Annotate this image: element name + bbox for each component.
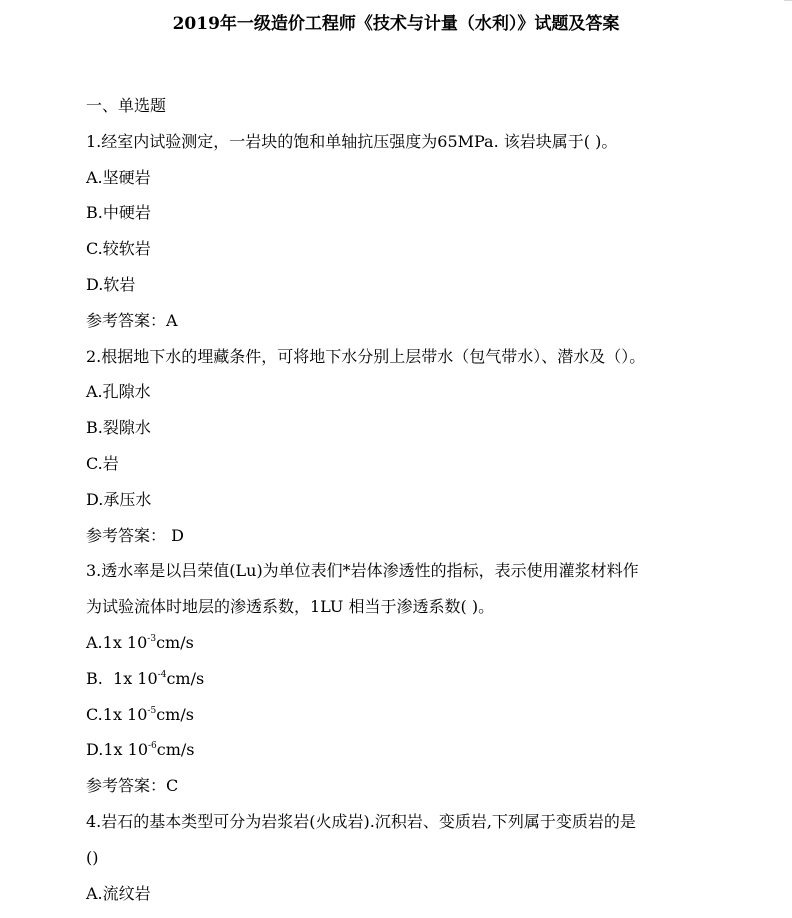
question-3-option-d [86, 732, 726, 768]
page-edge-mark [784, 0, 792, 1]
document-body [86, 88, 726, 911]
option-d-exponent: -6 [148, 741, 157, 752]
question-4-option-a: A.流纹岩 [86, 883, 151, 903]
question-3-stem-line-1: 3.透水率是以吕荣值(Lu)为单位表们*岩体渗透性的指标，表示使用灌浆材料作 [86, 561, 639, 581]
question-1-option-d: D.软岩 [86, 274, 136, 294]
option-b-unit: cm/s [166, 668, 205, 688]
question-1-answer: 参考答案：A [86, 310, 178, 330]
question-2-option-d: D.承压水 [86, 489, 152, 509]
option-c-unit: cm/s [156, 704, 194, 724]
section-heading: 一、单选题 [86, 96, 167, 115]
question-4-stem-line-1: 4.岩石的基本类型可分为岩浆岩(火成岩).沉积岩、变质岩,下列属于变质岩的是 [86, 811, 636, 831]
question-3-option-a [86, 625, 726, 661]
question-1-option-b: B.中硬岩 [86, 203, 151, 223]
option-d-unit: cm/s [156, 740, 195, 760]
question-3-option-c [86, 697, 726, 733]
question-2-option-a: A.孔隙水 [86, 382, 151, 402]
option-c-exponent: -5 [147, 705, 157, 716]
document-title: 2019年一级造价工程师《技术与计量（水利）》试题及答案 [172, 14, 620, 34]
option-a-unit: cm/s [156, 632, 194, 652]
question-2-option-c: C.岩 [86, 453, 119, 473]
question-2-stem: 2.根据地下水的埋藏条件，可将地下水分别上层带水（包气带水）、潜水及（）。 [86, 346, 646, 366]
option-a-exponent: -3 [147, 633, 157, 644]
question-1-stem: 1.经室内试验测定，一岩块的饱和单轴抗压强度为65MPa. 该岩块属于( )。 [86, 131, 618, 151]
question-3-stem-line-2: 为试验流体时地层的渗透系数，1LU 相当于渗透系数( )。 [86, 597, 495, 617]
option-b-coefficient: B. 1x 10 [86, 668, 158, 688]
question-1-option-c: C.较软岩 [86, 239, 151, 259]
question-4-stem-line-2: () [86, 847, 99, 867]
question-3-answer: 参考答案：C [86, 776, 179, 796]
option-a-coefficient: A.1x 10 [86, 632, 148, 652]
question-1-option-a: A.坚硬岩 [86, 167, 151, 187]
option-c-coefficient: C.1x 10 [86, 704, 148, 724]
question-2-option-b: B.裂隙水 [86, 418, 151, 438]
option-b-exponent: -4 [157, 669, 167, 680]
question-2-answer: 参考答案： D [86, 525, 184, 545]
question-3-option-b [86, 661, 726, 697]
option-d-coefficient: D.1x 10 [86, 740, 148, 760]
